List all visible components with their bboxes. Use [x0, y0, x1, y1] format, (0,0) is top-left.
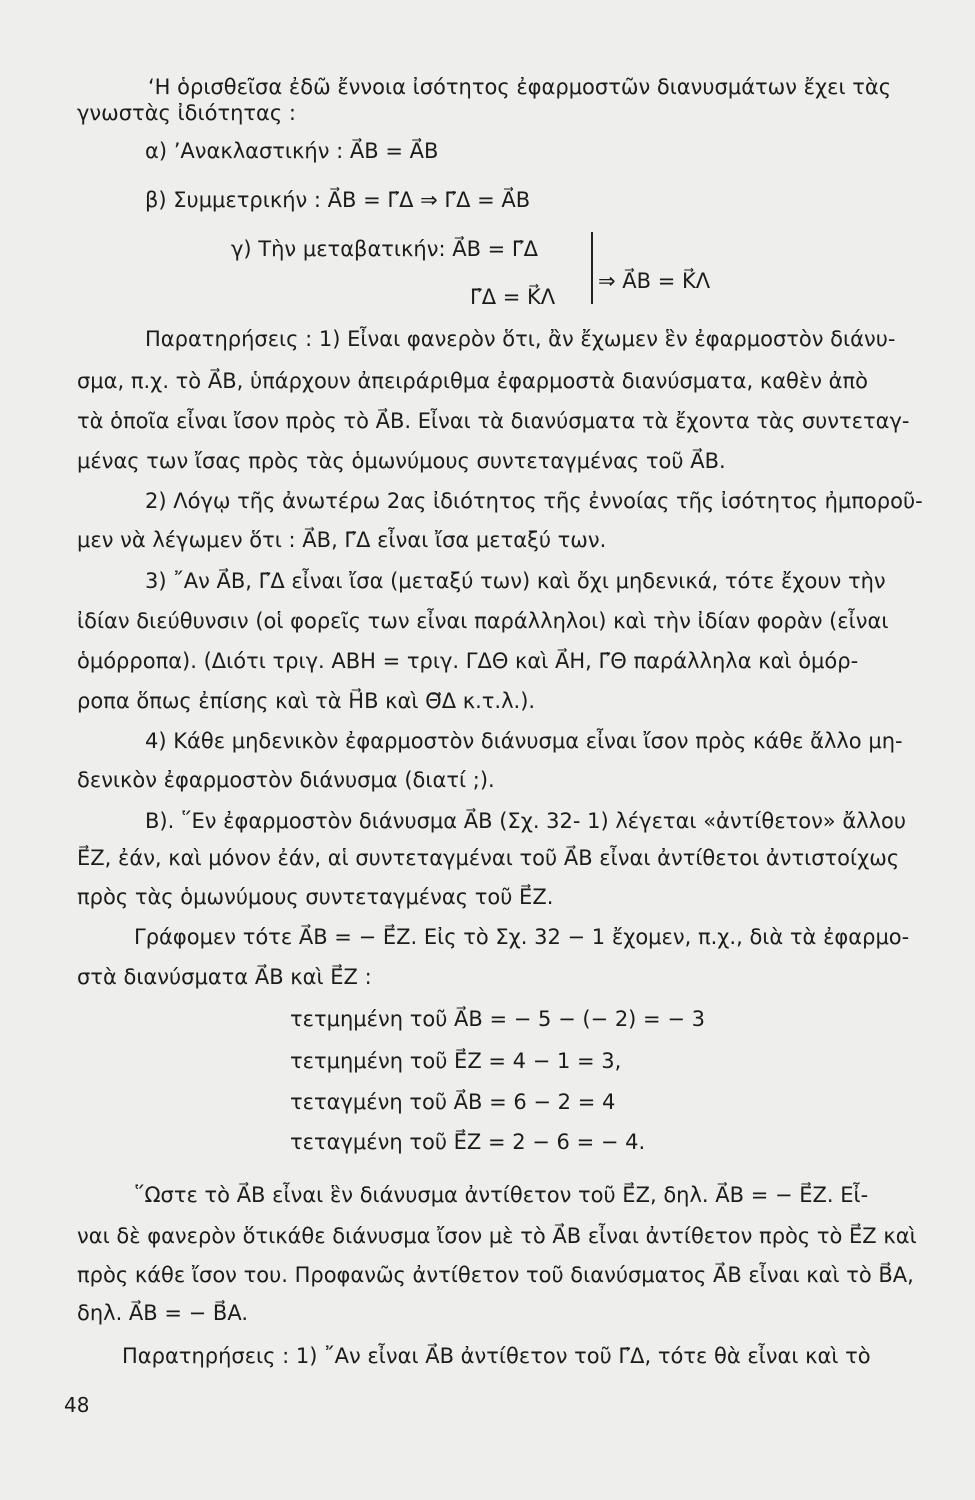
- text-line: πρὸς κάθε ἴσον του. Προφανῶς ἀντίθετον τοῦ διανύσματος A⃗B εἶναι καὶ τὸ B⃗A,: [77, 1263, 914, 1287]
- text-line: γ) Τὴν μεταβατικήν: A⃗B = Γ⃗Δ: [231, 237, 538, 261]
- brace: [583, 232, 593, 304]
- text-line: B). ῞Εν ἐφαρμοστὸν διάνυσμα A⃗B (Σχ. 32- 1) λέγεται «ἀντίθετον» ἄλλου: [145, 809, 907, 833]
- text-line: ροπα ὅπως ἐπίσης καὶ τὰ H⃗B καὶ Θ⃗Δ κ.τ.λ.).: [77, 689, 536, 713]
- text-line: ‘Η ὁρισθεῖσα ἐδῶ ἔννοια ἰσότητος ἐφαρμοστῶν διανυσμάτων ἔχει τὰς: [148, 75, 892, 99]
- text-line: Παρατηρήσεις : 1) ῎Αν εἶναι A⃗B ἀντίθετον τοῦ Γ⃗Δ, τότε θὰ εἶναι καὶ τὸ: [122, 1344, 871, 1368]
- text-line: τεταγμένη τοῦ A⃗B = 6 − 2 = 4: [290, 1090, 616, 1114]
- text-line: δηλ. A⃗B = − B⃗A.: [77, 1301, 249, 1325]
- text-line: β) Συμμετρικήν : A⃗B = Γ⃗Δ ⇒ Γ⃗Δ = A⃗B: [145, 188, 531, 212]
- text-line: τὰ ὁποῖα εἶναι ἴσον πρὸς τὸ A⃗B. Εἶναι τὰ διανύσματα τὰ ἔχοντα τὰς συντεταγ-: [77, 409, 910, 433]
- text-line: γνωστὰς ἰδιότητας :: [77, 101, 296, 125]
- text-line: E⃗Z, ἐάν, καὶ μόνον ἐάν, αἱ συντεταγμέναι τοῦ A⃗B εἶναι ἀντίθετοι ἀντιστοίχως: [77, 846, 900, 870]
- text-line: ναι δὲ φανερὸν ὅτικάθε διάνυσμα ἴσον μὲ τὸ A⃗B εἶναι ἀντίθετον πρὸς τὸ E⃗Z καὶ: [77, 1224, 917, 1248]
- page-number: 48: [64, 1393, 90, 1417]
- text-line: Γράφομεν τότε A⃗B = − E⃗Z. Εἰς τὸ Σχ. 32 − 1 ἔχομεν, π.χ., διὰ τὰ ἐφαρμο-: [134, 925, 910, 949]
- text-line: 2) Λόγῳ τῆς ἀνωτέρω 2ας ἰδιότητος τῆς ἐννοίας τῆς ἰσότητος ἠμποροῦ-: [145, 489, 923, 513]
- text-line: πρὸς τὰς ὁμωνύμους συντεταγμένας τοῦ E⃗Z.: [77, 885, 554, 909]
- text-line: μεν νὰ λέγωμεν ὅτι : A⃗B, Γ⃗Δ εἶναι ἴσα μεταξύ των.: [77, 528, 607, 552]
- text-line: ἰδίαν διεύθυνσιν (οἱ φορεῖς των εἶναι παράλληλοι) καὶ τὴν ἰδίαν φορὰν (εἶναι: [77, 609, 889, 633]
- text-line: 4) Κάθε μηδενικὸν ἐφαρμοστὸν διάνυσμα εἶναι ἴσον πρὸς κάθε ἄλλο μη-: [145, 729, 903, 753]
- text-line: δενικὸν ἐφαρμοστὸν διάνυσμα (διατί ;).: [77, 768, 495, 792]
- text-line: τετμημένη τοῦ A⃗B = − 5 − (− 2) = − 3: [290, 1007, 705, 1031]
- text-line: Παρατηρήσεις : 1) Εἶναι φανερὸν ὅτι, ἂν ἔχωμεν ἓν ἐφαρμοστὸν διάνυ-: [145, 327, 896, 351]
- text-line: στὰ διανύσματα A⃗B καὶ E⃗Z :: [77, 965, 372, 989]
- text-line: τεταγμένη τοῦ E⃗Z = 2 − 6 = − 4.: [290, 1130, 646, 1154]
- text-line: σμα, π.χ. τὸ A⃗B, ὑπάρχουν ἀπειράριθμα ἐφαρμοστὰ διανύσματα, καθὲν ἀπὸ: [77, 369, 868, 393]
- text-line: α) ’Ανακλαστικήν : A⃗B = A⃗B: [145, 139, 439, 163]
- text-line: ὁμόρροπα). (Διότι τριγ. ΑΒΗ = τριγ. ΓΔΘ καὶ A⃗H, Γ⃗Θ παράλληλα καὶ ὁμόρ-: [77, 649, 859, 673]
- text-line: 3) ῎Αν A⃗B, Γ⃗Δ εἶναι ἴσα (μεταξύ των) καὶ ὄχι μηδενικά, τότε ἔχουν τὴν: [145, 569, 886, 593]
- text-line: μένας των ἴσας πρὸς τὰς ὁμωνύμους συντεταγμένας τοῦ A⃗B.: [77, 449, 726, 473]
- implication: ⇒ A⃗B = K⃗Λ: [598, 269, 711, 293]
- text-line: ῞Ωστε τὸ A⃗B εἶναι ἓν διάνυσμα ἀντίθετον τοῦ E⃗Z, δηλ. A⃗B = − E⃗Z. Εἶ-: [134, 1183, 869, 1207]
- text-line: Γ⃗Δ = K⃗Λ: [470, 285, 556, 309]
- text-line: τετμημένη τοῦ E⃗Z = 4 − 1 = 3,: [290, 1049, 622, 1073]
